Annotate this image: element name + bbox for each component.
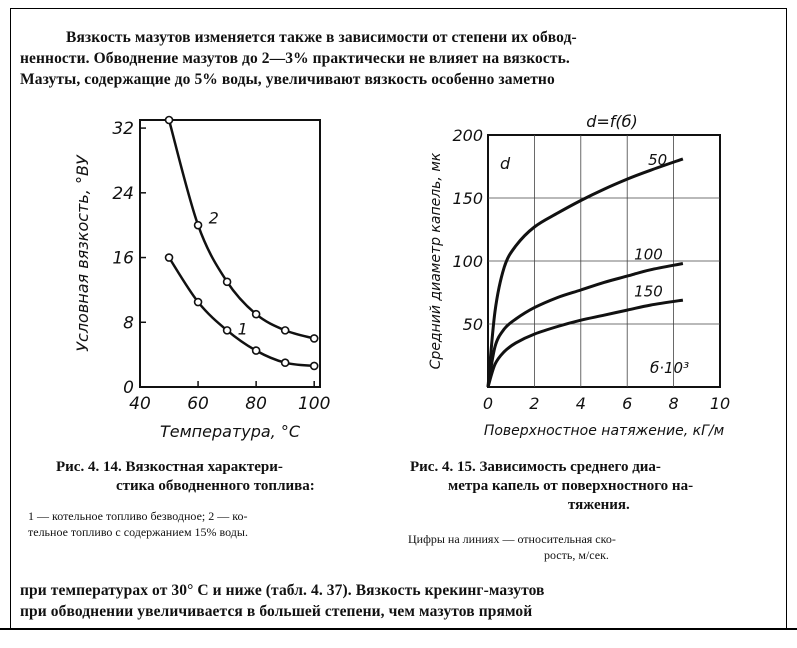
text-line: Вязкость мазутов изменяется также в зависимости от степени их обвод- — [66, 29, 577, 46]
caption-line: метра капель от поверхностного на- — [448, 478, 694, 494]
x-tick-label: 0 — [482, 394, 494, 413]
series-2-point — [166, 117, 173, 124]
series-2-label: 2 — [208, 208, 219, 228]
note-line: Цифры на линиях — относительная ско- — [408, 532, 616, 546]
top-paragraph — [20, 27, 577, 90]
y-tick-label: 50 — [462, 315, 483, 334]
viscosity-chart — [60, 105, 350, 455]
series-1-line — [169, 258, 314, 367]
droplet-diameter-chart — [400, 105, 760, 455]
series-1-point — [311, 362, 318, 369]
y-tick-label: 150 — [452, 189, 483, 208]
text-line: Мазуты, содержащие до 5% воды, увеличивают вязкость особенно заметно — [20, 71, 555, 88]
series-1-point — [166, 254, 173, 261]
figure-15-note — [408, 531, 616, 563]
panel-label: d — [500, 154, 511, 173]
text-line: при обводнении увеличивается в большей степени, чем мазутов прямой — [20, 603, 533, 620]
x-tick-label: 10 — [709, 394, 731, 413]
x-tick-label: 100 — [297, 394, 331, 414]
bottom-rule — [0, 628, 797, 630]
y-tick-label: 24 — [112, 183, 134, 204]
series-1-label: 1 — [237, 319, 248, 339]
y-axis-label: Средний диаметр капель, мк — [428, 152, 444, 370]
series-50-label: 50 — [648, 151, 668, 170]
series-150-label: 150 — [634, 282, 663, 301]
note-line: рость, м/сек. — [544, 548, 609, 562]
text-line: при температурах от 30° С и ниже (табл. 4. 37). Вязкость крекинг-мазутов — [20, 582, 545, 599]
y-axis-label: Условная вязкость, °ВУ — [73, 155, 92, 352]
x-tick-label: 60 — [187, 394, 209, 414]
series-2-point — [311, 335, 318, 342]
series-100-label: 100 — [634, 245, 663, 264]
plot-frame — [140, 120, 320, 387]
figure-14-note — [28, 508, 248, 540]
series-1-point — [282, 359, 289, 366]
series-50-line — [488, 159, 683, 387]
x-tick-label: 80 — [245, 394, 267, 414]
series-2-point — [224, 278, 231, 285]
series-2-point — [253, 311, 260, 318]
series-2-point — [195, 222, 202, 229]
caption-line: стика обводненного топлива: — [116, 478, 315, 494]
x-axis-label: Температура, °С — [159, 422, 301, 441]
x-tick-label: 8 — [668, 394, 679, 413]
x-tick-label: 40 — [129, 394, 151, 414]
chart-title: d=f(б) — [586, 112, 638, 131]
y-tick-label: 32 — [112, 119, 134, 140]
caption-line: Рис. 4. 14. Вязкостная характери- — [56, 459, 283, 475]
y-tick-label: 0 — [123, 378, 134, 398]
series-1-point — [224, 327, 231, 334]
caption-line: Рис. 4. 15. Зависимость среднего диа- — [410, 459, 661, 475]
bottom-paragraph — [20, 580, 545, 622]
series-1-point — [195, 299, 202, 306]
x-annotation: б·10³ — [650, 359, 690, 377]
series-2-point — [282, 327, 289, 334]
x-axis-label: Поверхностное натяжение, кГ/м — [483, 423, 725, 439]
y-tick-label: 100 — [452, 252, 483, 271]
x-tick-label: 6 — [622, 394, 633, 413]
note-line: тельное топливо с содержанием 15% воды. — [28, 525, 248, 539]
x-tick-label: 2 — [529, 394, 540, 413]
figure-14-caption — [56, 458, 315, 496]
text-line: ненности. Обводнение мазутов до 2—3% практически не влияет на вязкость. — [20, 50, 570, 67]
caption-line: тяжения. — [568, 497, 630, 513]
series-1-point — [253, 347, 260, 354]
series-2-line — [169, 120, 314, 339]
x-tick-label: 4 — [575, 394, 586, 413]
figure-15-caption — [410, 458, 693, 515]
y-tick-label: 16 — [112, 248, 134, 269]
y-tick-label: 8 — [123, 313, 134, 334]
note-line: 1 — котельное топливо безводное; 2 — ко- — [28, 509, 248, 523]
y-tick-label: 200 — [452, 126, 483, 145]
